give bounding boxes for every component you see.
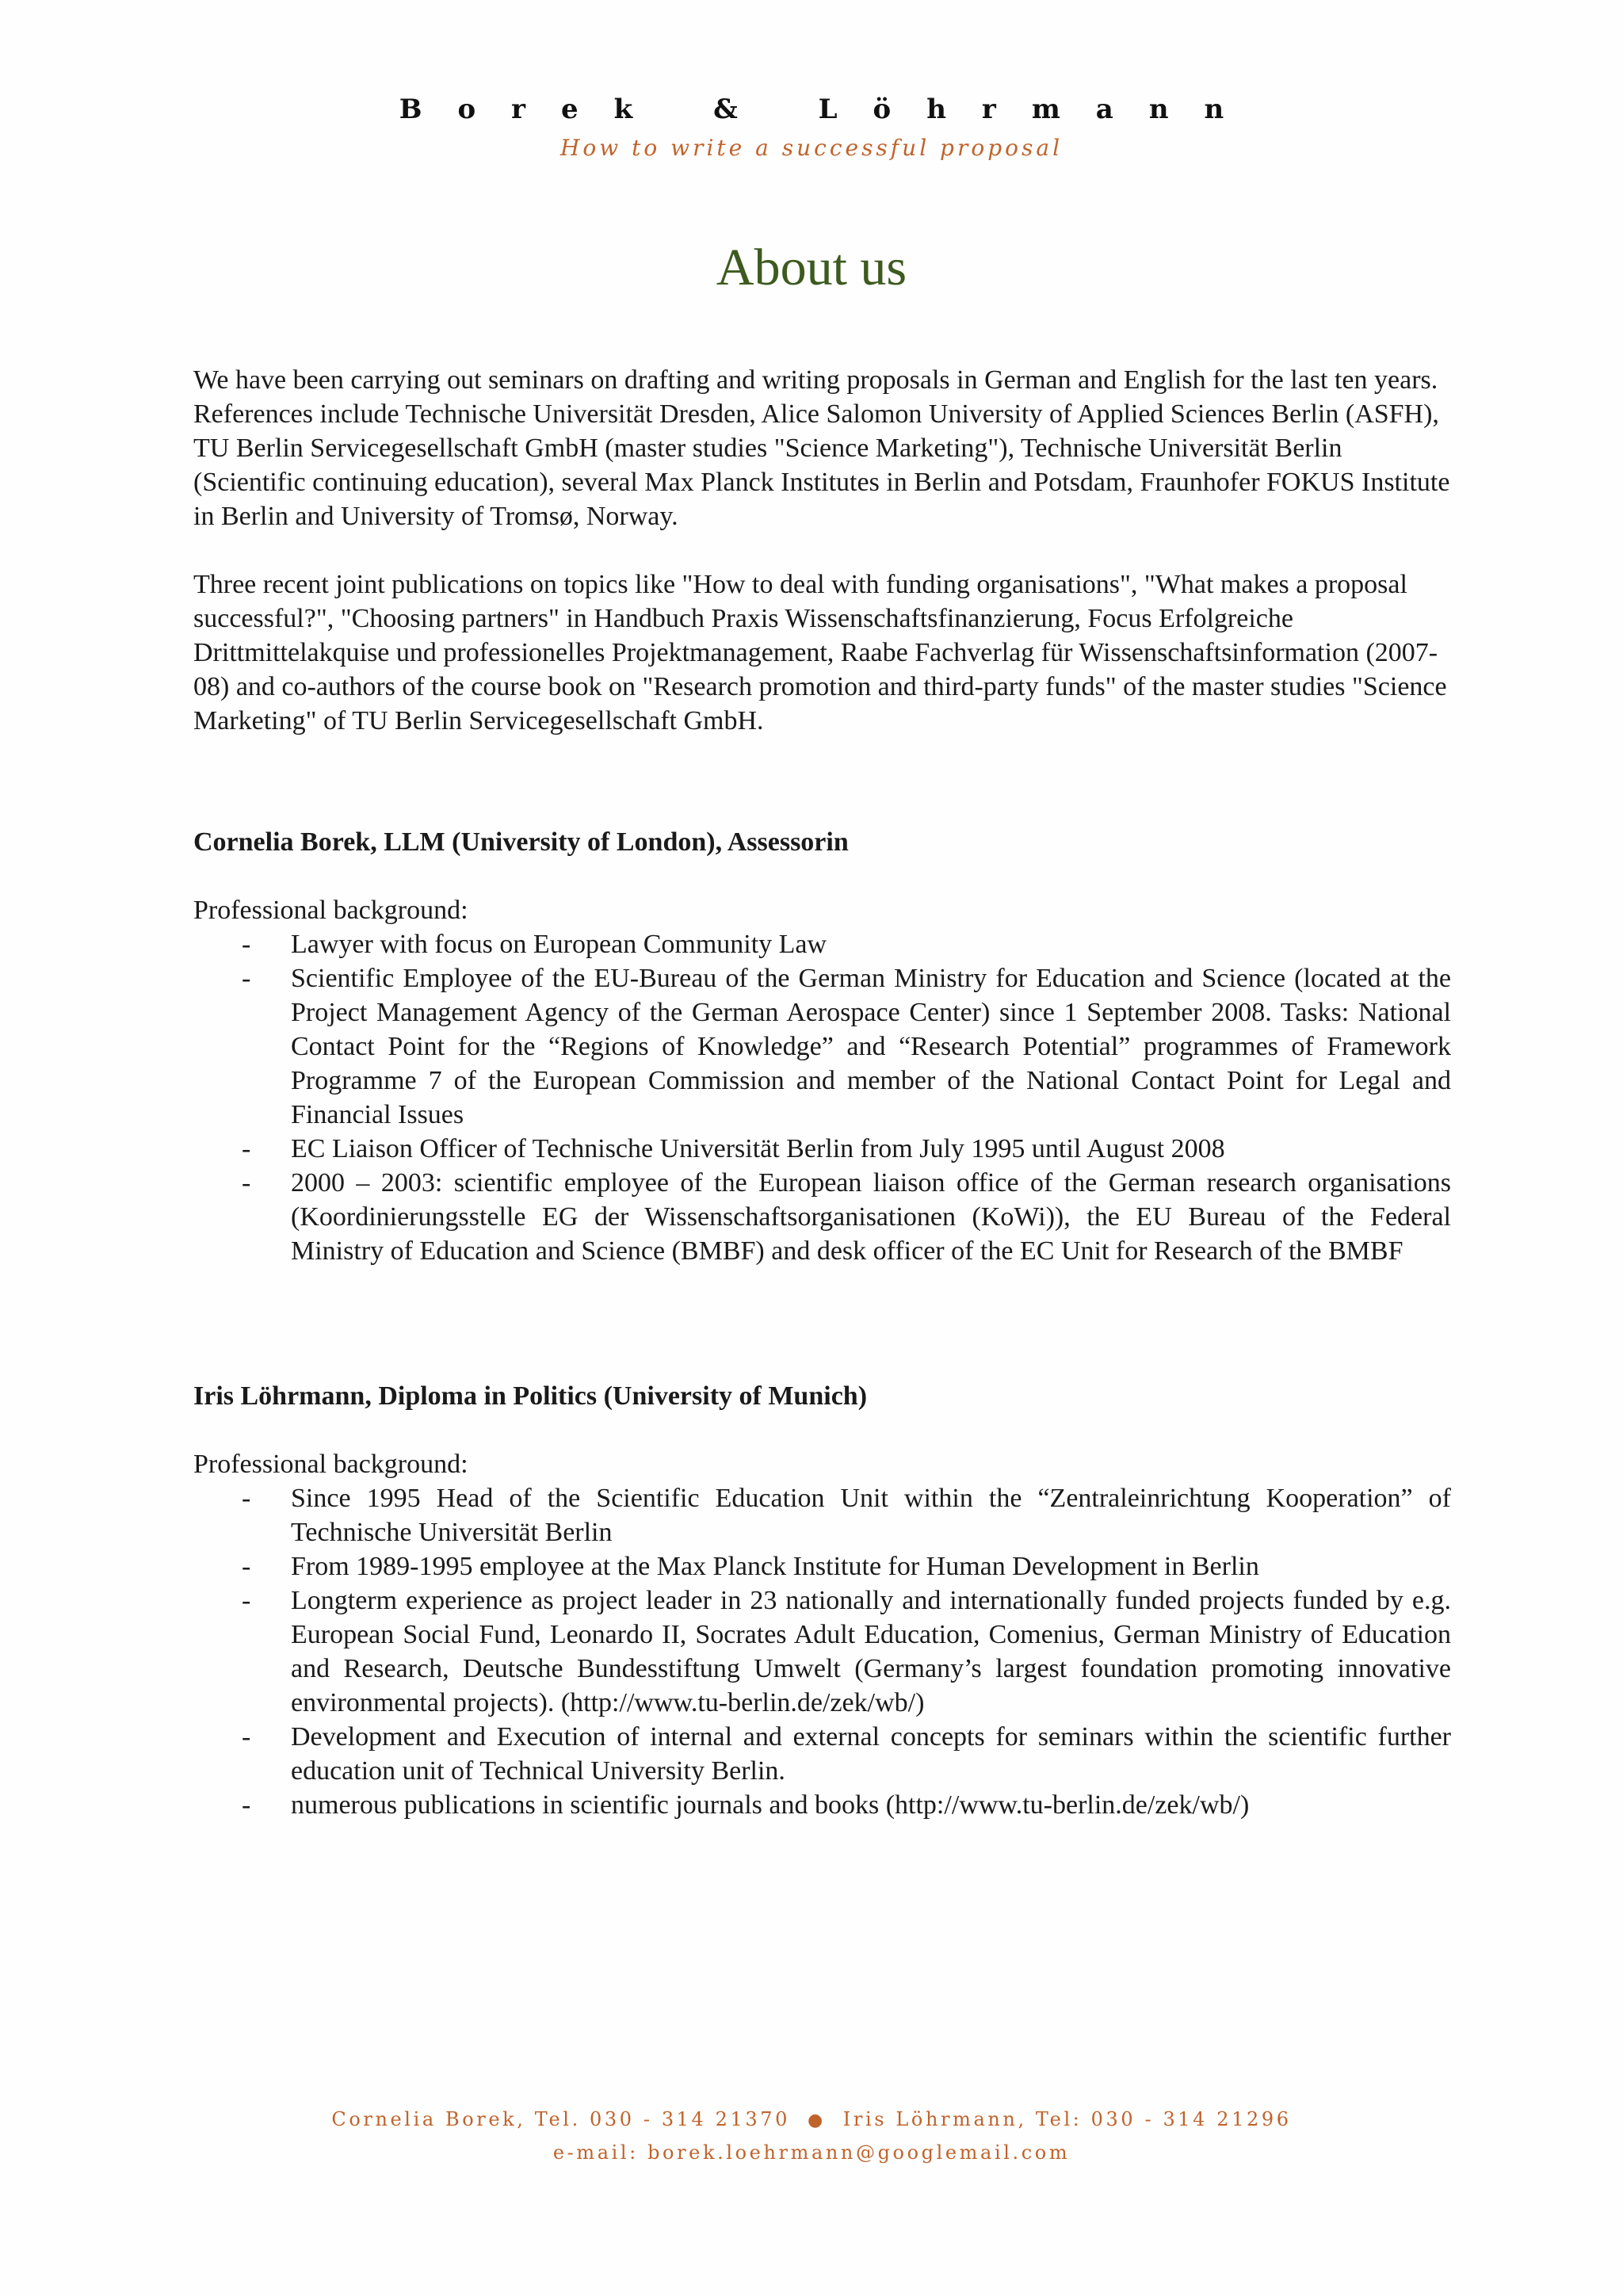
list-item (242, 927, 1451, 961)
list-item-text: Development and Execution of internal and external concepts for seminars within the scientific further education unit of Technical University Berlin. (291, 1722, 1451, 1786)
list-item-text: From 1989-1995 employee at the Max Planck Institute for Human Development in Berlin (291, 1552, 1259, 1581)
list-marker: - (242, 1552, 251, 1581)
main-content (193, 363, 1451, 1822)
tagline: How to write a successful proposal (559, 135, 1064, 161)
list-marker: - (242, 1484, 251, 1513)
page-title: About us (716, 239, 907, 296)
list-marker: - (242, 1722, 251, 1752)
list-item-text: Scientific Employee of the EU-Bureau of the German Ministry for Education and Science (located at the Project Management Agency of the German Aerospace Center) since 1 September 2008. Tasks: National Contact Point for the “Regions of Knowledge” and “Research Potential” programmes of Framework Programme 7 of the European Commission and member of the National Contact Point for Legal and Financial Issues (291, 964, 1451, 1129)
list-marker: - (242, 1790, 251, 1820)
profile-name: Iris Löhrmann, Diploma in Politics (University of Munich) (193, 1381, 868, 1411)
background-list (193, 1481, 1451, 1822)
background-list (193, 927, 1451, 1268)
list-item-text: Lawyer with focus on European Community Law (291, 930, 827, 959)
bullet-separator: ● (808, 2111, 826, 2130)
footer (0, 2103, 1623, 2168)
footer-contact-loehrmann: Iris Löhrmann, Tel: 030 - 314 21296 (842, 2108, 1292, 2130)
list-marker: - (242, 1134, 251, 1163)
list-marker: - (242, 964, 251, 993)
list-item (242, 1720, 1451, 1788)
background-label: Professional background: (193, 896, 468, 925)
profile-name: Cornelia Borek, LLM (University of London), Assessorin (193, 827, 849, 857)
list-item-text: Since 1995 Head of the Scientific Education Unit within the “Zentraleinrichtung Kooperation” of Technische Universität Berlin (291, 1484, 1451, 1547)
intro-paragraph: We have been carrying out seminars on drafting and writing proposals in German and English for the last ten years. References include Technische Universität Dresden, Alice Salomon University of Applied Sciences Berlin (ASFH), TU Berlin Servicegesellschaft GmbH (master studies "Science Marketing"), Technische Universität Berlin (Scientific continuing education), several Max Planck Institutes in Berlin and Potsdam, Fraunhofer FOKUS Institute in Berlin and University of Tromsø, Norway. (193, 365, 1450, 531)
profile-cornelia-borek (193, 825, 1451, 1268)
intro-paragraph: Three recent joint publications on topics like "How to deal with funding organisations", "What makes a proposal successful?", "Choosing partners" in Handbuch Praxis Wissenschaftsfinanzierung, Focus Erfolgreiche Drittmittelakquise und professionelles Projektmanagement, Raabe Fachverlag für Wissenschaftsinformation (2007-08) and co-authors of the course book on "Research promotion and third-party funds" of the master studies "Science Marketing" of TU Berlin Servicegesellschaft GmbH. (193, 570, 1447, 735)
list-marker: - (242, 930, 251, 959)
footer-email: e-mail: borek.loehrmann@googlemail.com (552, 2141, 1071, 2164)
list-item-text: 2000 – 2003: scientific employee of the European liaison office of the German research organisations (Koordinierungsstelle EG der Wissenschaftsorganisationen (KoWi)), the EU Bureau of the Federal Ministry of Education and Science (BMBF) and desk officer of the EC Unit for Research of the BMBF (291, 1168, 1451, 1266)
list-item-text: EC Liaison Officer of Technische Universität Berlin from July 1995 until August 2008 (291, 1134, 1225, 1163)
list-item (242, 1481, 1451, 1549)
list-marker: - (242, 1168, 251, 1198)
list-marker: - (242, 1586, 251, 1615)
list-item (242, 1166, 1451, 1268)
list-item-text: Longterm experience as project leader in 23 nationally and internationally funded projects funded by e.g. European Social Fund, Leonardo II, Socrates Adult Education, Comenius, German Ministry of Education and Research, Deutsche Bundesstiftung Umwelt (Germany’s largest foundation promoting innovative environmental projects). (http://www.tu-berlin.de/zek/wb/) (291, 1586, 1451, 1717)
firm-name: Borek & Löhrmann (399, 94, 1260, 125)
list-item (242, 1788, 1451, 1822)
letterhead (0, 94, 1623, 161)
list-item-text: numerous publications in scientific journals and books (http://www.tu-berlin.de/zek/wb/) (291, 1790, 1250, 1820)
list-item (242, 1584, 1451, 1720)
background-label: Professional background: (193, 1450, 468, 1479)
footer-phone-line (0, 2103, 1623, 2137)
list-item (242, 1549, 1451, 1584)
list-item (242, 961, 1451, 1132)
footer-contact-borek: Cornelia Borek, Tel. 030 - 314 21370 (331, 2108, 790, 2130)
profile-iris-loehrmann (193, 1379, 1451, 1822)
list-item (242, 1132, 1451, 1166)
